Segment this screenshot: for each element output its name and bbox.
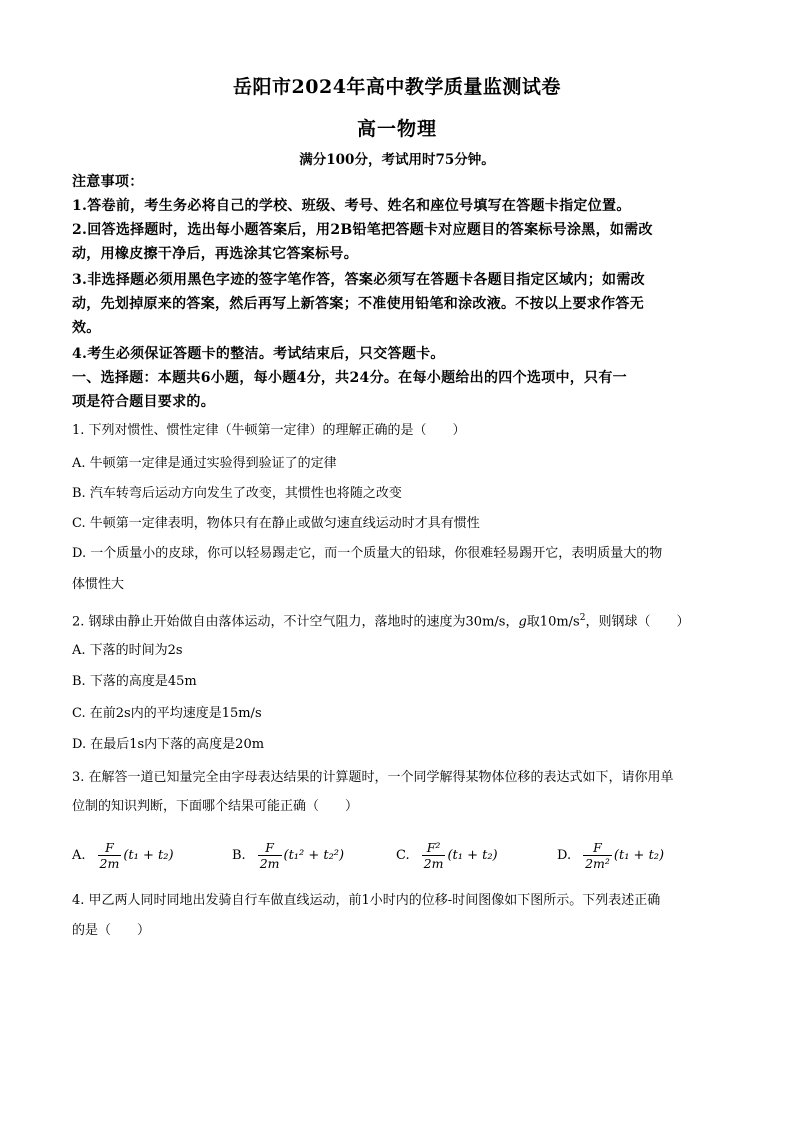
q2-sup: 2 [579, 613, 586, 623]
note-line: 3.非选择题必须用黑色字迹的签字笔作答，答案必须写在答题卡各题目指定区域内；如需改 [72, 272, 645, 288]
q4-stem-cont: 的是（ ） [72, 923, 151, 938]
note-line: 2.回答选择题时，选出每小题答案后，用2B铅笔把答题卡对应题目的答案标号涂黑，如需改 [72, 222, 653, 238]
q2-stem-b: 取10m/s [526, 614, 580, 630]
note-line: 1.答卷前，考生务必将自己的学校、班级、考号、姓名和座位号填写在答题卡指定位置。 [72, 198, 631, 214]
expression: (t₁ + t₂) [123, 848, 174, 863]
q2-stem-c: ，则钢球（ ） [585, 614, 690, 630]
score-info: 满分100分，考试用时75分钟。 [299, 152, 495, 168]
q3-option-a [72, 840, 174, 871]
note-line: 动，用橡皮擦干净后，再选涂其它答案标号。 [72, 246, 358, 262]
q4-stem: 4. 甲乙两人同时同地出发骑自行车做直线运动，前1小时内的位移-时间图像如下图所示。下列表述正确 [72, 893, 661, 908]
denominator: 2m [259, 856, 280, 871]
q1-option-b: B. 汽车转弯后运动方向发生了改变，其惯性也将随之改变 [72, 486, 402, 501]
q3-option-b [232, 840, 344, 871]
denominator: 2m [99, 856, 120, 871]
note-line: 动，先划掉原来的答案，然后再写上新答案；不准使用铅笔和涂改液。不按以上要求作答无 [72, 296, 644, 312]
denominator: 2m [423, 856, 444, 871]
q1-option-a: A. 牛顿第一定律是通过实验得到验证了的定律 [72, 456, 337, 471]
option-letter: B. [232, 848, 246, 863]
section-heading: 一、选择题：本题共6小题，每小题4分，共24分。在每小题给出的四个选项中，只有一 [72, 370, 627, 386]
q2-stem-a: 2. 钢球由静止开始做自由落体运动，不计空气阻力，落地时的速度为30m/s， [72, 614, 519, 630]
notes-heading: 注意事项： [72, 174, 144, 190]
fraction [583, 840, 612, 871]
q3-option-d [557, 840, 664, 871]
numerator: F [105, 840, 114, 855]
note-line: 效。 [72, 320, 101, 336]
q2-option-c: C. 在前2s内的平均速度是15m/s [72, 706, 262, 721]
q2-g: g [518, 614, 527, 630]
numerator: F [265, 840, 274, 855]
section-heading-cont: 项是符合题目要求的。 [72, 394, 215, 410]
q2-stem [72, 609, 689, 631]
option-letter: D. [557, 848, 572, 863]
exam-title: 岳阳市2024年高中教学质量监测试卷 [233, 76, 561, 98]
note-line: 4.考生必须保证答题卡的整洁。考试结束后，只交答题卡。 [72, 346, 445, 362]
q1-stem: 1. 下列对惯性、惯性定律（牛顿第一定律）的理解正确的是（ ） [72, 423, 466, 438]
expression: (t₁ + t₂) [613, 848, 665, 863]
q1-option-c: C. 牛顿第一定律表明，物体只有在静止或做匀速直线运动时才具有惯性 [72, 516, 480, 531]
q2-option-a: A. 下落的时间为2s [72, 643, 183, 658]
q3-stem-cont: 位制的知识判断，下面哪个结果可能正确（ ） [72, 799, 359, 814]
q3-stem: 3. 在解答一道已知量完全由字母表达结果的计算题时，一个同学解得某物体位移的表达式如下，请你用单 [72, 770, 674, 785]
numerator: F² [426, 840, 441, 855]
q1-option-d-cont: 体惯性大 [72, 577, 125, 592]
expression: (t₁ + t₂) [447, 848, 498, 863]
fraction [258, 840, 282, 871]
option-letter: C. [396, 848, 410, 863]
q3-option-c [396, 840, 498, 871]
q1-option-d: D. 一个质量小的皮球，你可以轻易踢走它，而一个质量大的铅球，你很难轻易踢开它，表明质量大的物 [72, 546, 663, 561]
expression: (t₁² + t₂²) [283, 848, 345, 863]
fraction [422, 840, 446, 871]
q2-option-b: B. 下落的高度是45m [72, 674, 197, 689]
exam-subject: 高一物理 [356, 118, 437, 140]
fraction [98, 840, 122, 871]
numerator: F [593, 840, 602, 855]
option-letter: A. [72, 848, 86, 863]
q2-option-d: D. 在最后1s内下落的高度是20m [72, 737, 265, 752]
denominator: 2m² [585, 856, 610, 871]
